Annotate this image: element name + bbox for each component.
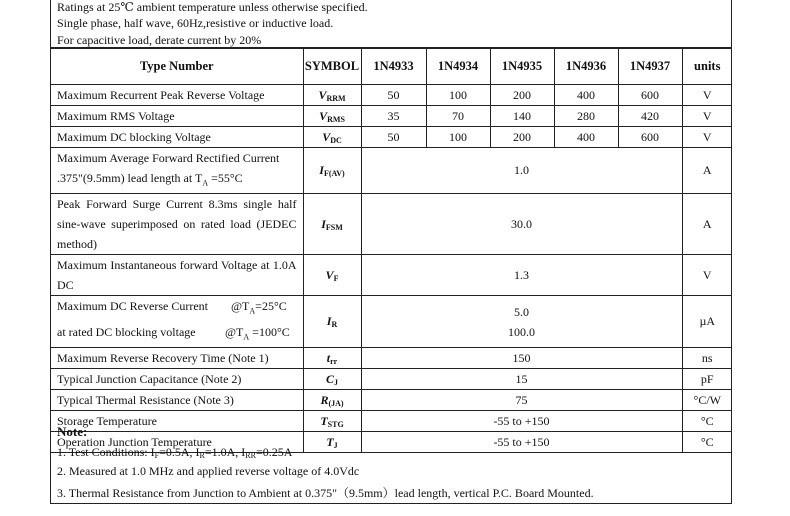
param-symbol: $V_{RMS}$ xyxy=(303,106,361,127)
value-cell: 150 xyxy=(361,348,682,369)
table-row xyxy=(51,390,732,411)
unit-cell: µA xyxy=(682,296,732,348)
param-name: Typical Thermal Resistance (Note 3) xyxy=(51,390,303,411)
unit-cell: °C xyxy=(682,411,732,432)
value-cell: 200 xyxy=(490,127,554,148)
param-symbol: $t_{rr}$ xyxy=(303,348,361,369)
unit-cell: pF xyxy=(682,369,732,390)
header-part: 1N4935 xyxy=(490,49,554,85)
header-part: 1N4937 xyxy=(618,49,682,85)
header-part: 1N4934 xyxy=(426,49,490,85)
note-2: 2. Measured at 1.0 MHz and applied reverse voltage of 4.0Vdc xyxy=(57,464,360,478)
param-name: Storage Temperature xyxy=(51,411,303,432)
value-cell: 50 xyxy=(361,127,426,148)
header-part: 1N4936 xyxy=(554,49,618,85)
value-cell: 70 xyxy=(426,106,490,127)
param-symbol: $I_R$ xyxy=(303,296,361,348)
note-3: 3. Thermal Resistance from Junction to Ambient at 0.375"（9.5mm）lead length, vertical P.C. Board Mounted. xyxy=(57,486,594,500)
value-cell: 400 xyxy=(554,127,618,148)
param-symbol: $V_{DC}$ xyxy=(303,127,361,148)
param-name: Operation Junction Temperature xyxy=(51,432,303,453)
value-cell: 30.0 xyxy=(361,194,682,255)
ratings-conditions xyxy=(51,0,731,48)
param-symbol: $I_{FSM}$ xyxy=(303,194,361,255)
param-name: Maximum Reverse Recovery Time (Note 1) xyxy=(51,348,303,369)
table-row xyxy=(51,148,732,194)
datasheet-ratings-panel xyxy=(50,0,732,504)
param-name: Maximum Recurrent Peak Reverse Voltage xyxy=(51,85,303,106)
header-symbol: SYMBOL xyxy=(303,49,361,85)
value-cell: 100 xyxy=(426,127,490,148)
value-cell: 100 xyxy=(426,85,490,106)
unit-cell: ns xyxy=(682,348,732,369)
param-symbol: $V_F$ xyxy=(303,255,361,296)
notes-title: Note: xyxy=(57,424,88,439)
table-header-row xyxy=(51,49,732,85)
table-row xyxy=(51,85,732,106)
value-cell: 140 xyxy=(490,106,554,127)
param-name: Maximum DC blocking Voltage xyxy=(51,127,303,148)
table-row xyxy=(51,255,732,296)
condition-line-2: Single phase, half wave, 60Hz,resistive or inductive load. xyxy=(57,16,334,30)
value-cell: 600 xyxy=(618,127,682,148)
table-row xyxy=(51,411,732,432)
unit-cell: V xyxy=(682,255,732,296)
unit-cell: A xyxy=(682,194,732,255)
value-cell: 1.3 xyxy=(361,255,682,296)
param-name: Maximum RMS Voltage xyxy=(51,106,303,127)
header-part: 1N4933 xyxy=(361,49,426,85)
value-cell: 75 xyxy=(361,390,682,411)
param-symbol: $I_{F(AV)}$ xyxy=(303,148,361,194)
param-symbol: $V_{RRM}$ xyxy=(303,85,361,106)
table-row xyxy=(51,348,732,369)
param-name: Maximum Average Forward Rectified Current .375"(9.5mm) lead length at $T_A =55^\circ C$ xyxy=(51,148,303,194)
param-name: Typical Junction Capacitance (Note 2) xyxy=(51,369,303,390)
value-cell: -55 to +150 xyxy=(361,432,682,453)
param-name: Maximum Instantaneous forward Voltage at 1.0A DC xyxy=(51,255,303,296)
value-cell: 400 xyxy=(554,85,618,106)
table-row xyxy=(51,194,732,255)
param-name: Peak Forward Surge Current 8.3ms single half sine-wave superimposed on rated load (JEDEC method) xyxy=(51,194,303,255)
value-cell: 1.0 xyxy=(361,148,682,194)
header-units: units xyxy=(682,49,732,85)
unit-cell: V xyxy=(682,127,732,148)
table-row xyxy=(51,106,732,127)
unit-cell: °C xyxy=(682,432,732,453)
ratings-table xyxy=(51,48,732,453)
value-cell: 50 xyxy=(361,85,426,106)
param-symbol: $R_{(JA)}$ xyxy=(303,390,361,411)
note-1: 1. Test Conditions: $I_F=0.5A$, $I_R=1.0A$, $I_{RR}=0.25A$ xyxy=(57,445,293,460)
value-cell: 5.0 100.0 xyxy=(361,296,682,348)
condition-line-3: For capacitive load, derate current by 20% xyxy=(57,33,262,47)
unit-cell: A xyxy=(682,148,732,194)
unit-cell: V xyxy=(682,106,732,127)
header-type-number: Type Number xyxy=(51,49,303,85)
param-symbol: $T_J$ xyxy=(303,432,361,453)
param-name: Maximum DC Reverse Current $@T_A=25^\circ C$ at rated DC blocking voltage $@T_A =100^\circ C$ xyxy=(51,296,303,348)
value-cell: 280 xyxy=(554,106,618,127)
value-cell: 200 xyxy=(490,85,554,106)
param-symbol: $C_J$ xyxy=(303,369,361,390)
value-cell: 35 xyxy=(361,106,426,127)
condition-line-1: Ratings at 25℃ ambient temperature unless otherwise specified. xyxy=(57,0,368,14)
table-row xyxy=(51,127,732,148)
value-cell: 600 xyxy=(618,85,682,106)
unit-cell: °C/W xyxy=(682,390,732,411)
table-row xyxy=(51,369,732,390)
param-symbol: $T_{STG}$ xyxy=(303,411,361,432)
value-cell: -55 to +150 xyxy=(361,411,682,432)
table-row xyxy=(51,296,732,348)
value-cell: 420 xyxy=(618,106,682,127)
unit-cell: V xyxy=(682,85,732,106)
value-cell: 15 xyxy=(361,369,682,390)
